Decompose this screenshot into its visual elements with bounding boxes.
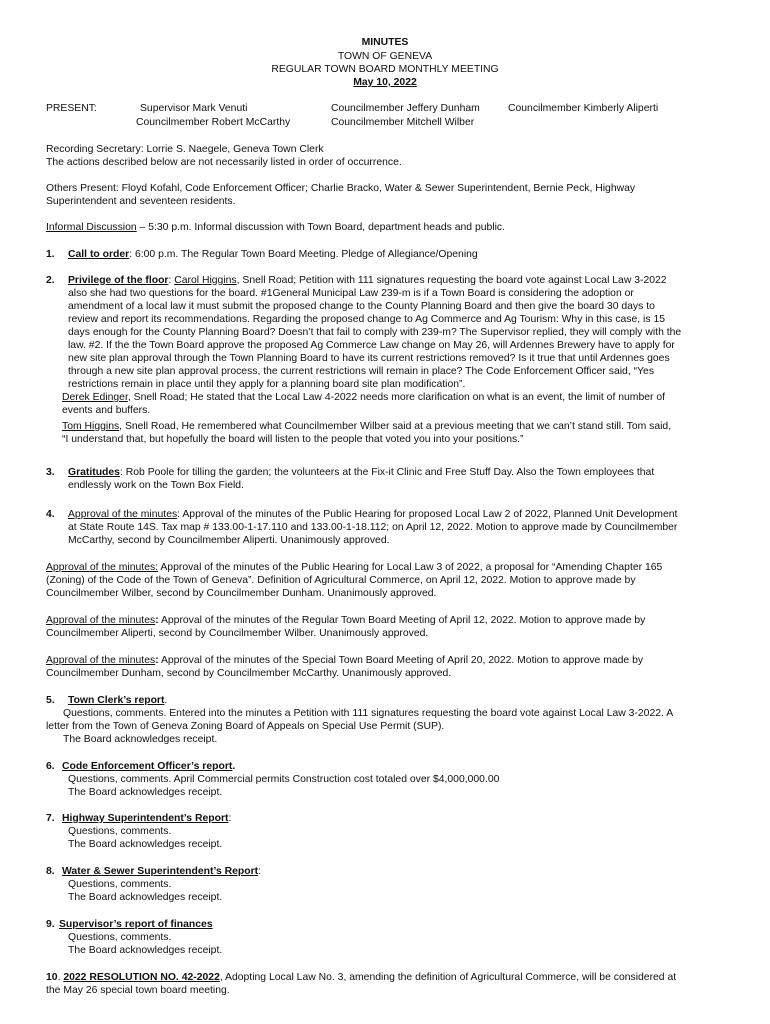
item2-label: Privilege of the floor xyxy=(68,275,169,286)
item6-text: Questions, comments. April Commercial permits Construction cost totaled over $4,000,000.00 xyxy=(68,774,500,785)
informal-text: – 5:30 p.m. Informal discussion with Town Board, department heads and public. xyxy=(136,222,505,233)
item4-text-cont: McCarthy, second by Councilmember Aliperti. Unanimously approved. xyxy=(68,535,390,546)
item3-label: Gratitudes xyxy=(68,467,120,478)
item4-text: : Approval of the minutes of the Public Hearing for proposed Local Law 2 of 2022, Planned Unit Development xyxy=(177,509,678,520)
item6-number: 6. xyxy=(46,761,55,772)
item3-number: 3. xyxy=(46,467,55,478)
present-dunham: Councilmember Jeffery Dunham xyxy=(331,103,480,114)
item5-text: Questions, comments. Entered into the minutes a Petition with 111 signatures requesting the board vote against Local Law 3-2022. A xyxy=(63,708,674,719)
meeting-date: May 10, 2022 xyxy=(353,77,417,88)
item9-number: 9. xyxy=(46,919,55,930)
item3-text: : Rob Poole for tilling the garden; the volunteers at the Fix-it Clinic and Free Stuff Day. Also the Town employees that xyxy=(119,467,655,478)
others-present-cont: Superintendent and seventeen residents. xyxy=(46,196,236,207)
tom-text-cont: “I understand that, but hopefully the board will listen to the people that voted you into your positions.” xyxy=(62,434,524,445)
present-label: PRESENT: xyxy=(46,103,97,114)
item5-label: Town Clerk’s report xyxy=(68,695,165,706)
derek-text: , Snell Road; He stated that the Local Law 4-2022 needs more clarification on what is an event, the limit of number of xyxy=(127,392,666,403)
others-present: Others Present: Floyd Kofahl, Code Enforcement Officer; Charlie Bracko, Water & Sewer Superintendent, Bernie Peck, Highway xyxy=(46,183,636,194)
item3-gratitudes xyxy=(68,466,654,479)
speaker-tom-higgins: Tom Higgins xyxy=(62,421,120,432)
present-aliperti: Councilmember Kimberly Aliperti xyxy=(508,103,659,114)
approval4-colon: : xyxy=(155,655,159,666)
meeting-type: REGULAR TOWN BOARD MONTHLY MEETING xyxy=(271,64,499,75)
item8-number: 8. xyxy=(46,866,55,877)
item2-line: through a new site plan approval process, the current restrictions will remain in place? The Code Enforcement Officer said, “Yes xyxy=(68,366,655,377)
item6-label: Code Enforcement Officer’s report xyxy=(62,761,233,772)
item7-number: 7. xyxy=(46,813,55,824)
approval-local-law-3 xyxy=(46,561,662,574)
item9-label: Supervisor’s report of finances xyxy=(59,919,213,930)
item5-town-clerk xyxy=(68,694,167,707)
item6-code-enforcement xyxy=(62,760,235,773)
approval4-label: Approval of the minutes xyxy=(46,655,156,666)
item10-resolution xyxy=(46,971,676,984)
item4-approval xyxy=(68,508,677,521)
item10-label: 2022 RESOLUTION NO. 42-2022 xyxy=(63,972,220,983)
item6-end: . xyxy=(232,761,236,772)
item10-number: 10 xyxy=(46,972,58,983)
item2-line: law. #2. If the the Town Board approve the proposed Ag Commerce Law change on May 26, will Ardennes Brewery have to apply for xyxy=(68,340,675,351)
item2-first-line: , Snell Road; Petition with 111 signatures requesting the board vote against Local Law 3-2022 xyxy=(236,275,667,286)
approval-regular-meeting xyxy=(46,614,645,627)
item3-text-cont: endlessly work on the Town Box Field. xyxy=(68,480,244,491)
item8-water-sewer xyxy=(62,865,261,878)
item7-label: Highway Superintendent’s Report xyxy=(62,813,229,824)
approval2-label: Approval of the minutes: xyxy=(46,562,159,573)
item1-text: : 6:00 p.m. The Regular Town Board Meeting. Pledge of Allegiance/Opening xyxy=(129,249,478,260)
item8-receipt: The Board acknowledges receipt. xyxy=(68,892,223,903)
item7-text: Questions, comments. xyxy=(68,826,172,837)
item8-label: Water & Sewer Superintendent’s Report xyxy=(62,866,259,877)
approval3-text: Approval of the minutes of the Regular Town Board Meeting of April 12, 2022. Motion to approve made by xyxy=(158,615,646,626)
item7-end: : xyxy=(228,813,232,824)
approval3-cont: Councilmember Aliperti, second by Councilmember Wilber. Unanimously approved. xyxy=(46,628,429,639)
item5-text-cont: letter from the Town of Geneva Zoning Board of Appeals on Special Use Permit (SUP). xyxy=(46,721,445,732)
item4-text-cont: at State Route 14S. Tax map # 133.00-1-17.110 and 133.00-1-18.112; on April 12, 2022. Motion to approve made by Councilmember xyxy=(68,522,678,533)
tom-text: , Snell Road, He remembered what Councilmember Wilber said at a previous meeting that we can’t stand still. Tom said, xyxy=(119,421,672,432)
approval2-cont: (Zoning) of the Code of the Town of Geneva”. Definition of Agricultural Commerce, on April 12, 2022. Motion to approve made by xyxy=(46,575,636,586)
item9-receipt: The Board acknowledges receipt. xyxy=(68,945,223,956)
approval2-cont: Councilmember Wilber, second by Councilmember Dunham. Unanimously approved. xyxy=(46,588,437,599)
informal-label: Informal Discussion xyxy=(46,222,137,233)
present-mccarthy: Councilmember Robert McCarthy xyxy=(136,117,291,128)
item4-label: Approval of the minutes xyxy=(68,509,178,520)
item2-number: 2. xyxy=(46,275,55,286)
item2-line: days enough for the County Planning Board? Doesn’t that fail to comply with 239-m? The Supervisor replied, they will comply with the xyxy=(68,327,682,338)
speaker-carol-higgins: Carol Higgins xyxy=(174,275,237,286)
item5-end: . xyxy=(164,695,168,706)
item2-line: new site plan approval through the Town Planning Board to have its current restrictions removed? Is it true that until Ardennes goes xyxy=(68,353,670,364)
item10-text-cont: the May 26 special town board meeting. xyxy=(46,985,230,996)
approval2-text: Approval of the minutes of the Public Hearing for Local Law 3 of 2022, a proposal for “Amending Chapter 165 xyxy=(158,562,663,573)
present-wilber: Councilmember Mitchell Wilber xyxy=(331,117,475,128)
item1-number: 1. xyxy=(46,249,55,260)
order-note: The actions described below are not necessarily listed in order of occurrence. xyxy=(46,157,402,168)
item2-line: restrictions remain in place until they apply for a planning board site plan modification”. xyxy=(68,379,466,390)
minutes-title: MINUTES xyxy=(361,37,409,48)
approval4-cont: Councilmember Dunham, second by Councilmember McCarthy. Unanimously approved. xyxy=(46,668,452,679)
tom-higgins-comment xyxy=(62,420,671,433)
approval4-text: Approval of the minutes of the Special Town Board Meeting of April 20, 2022. Motion to approve made by xyxy=(158,655,644,666)
item2-line: review and report its recommendations. Regarding the proposed change to Ag Commerce and Ag Tourism: Why in this case, is 15 xyxy=(68,314,665,325)
derek-edinger-comment xyxy=(62,391,665,404)
item8-end: : xyxy=(258,866,261,877)
item2-line: amendment of a local law it must submit the proposed change to the County Planning Board and then give the board 30 days to xyxy=(68,301,655,312)
item2-sep: : xyxy=(168,275,175,286)
item7-receipt: The Board acknowledges receipt. xyxy=(68,839,223,850)
informal-discussion xyxy=(46,221,505,234)
item4-number: 4. xyxy=(46,509,55,520)
item9-text: Questions, comments. xyxy=(68,932,172,943)
town-name: TOWN OF GENEVA xyxy=(337,51,433,62)
approval3-label: Approval of the minutes xyxy=(46,615,156,626)
item10-text: , Adopting Local Law No. 3, amending the definition of Agricultural Commerce, will be considered at xyxy=(219,972,677,983)
item5-number: 5. xyxy=(46,695,55,706)
approval3-colon: : xyxy=(155,615,159,626)
item10-dot: . xyxy=(57,972,61,983)
item5-receipt: The Board acknowledges receipt. xyxy=(63,734,218,745)
item1-call-to-order xyxy=(68,248,478,261)
item6-receipt: The Board acknowledges receipt. xyxy=(68,787,223,798)
item2-privilege-floor xyxy=(68,274,667,287)
recording-secretary: Recording Secretary: Lorrie S. Naegele, Geneva Town Clerk xyxy=(46,144,324,155)
item2-line: also she had two questions for the board. #1General Municipal Law 239-m is if a Town Board is considering the adoption or xyxy=(68,288,634,299)
approval-special-meeting xyxy=(46,654,643,667)
derek-text-cont: events and buffers. xyxy=(62,405,151,416)
item7-highway xyxy=(62,812,231,825)
item1-label: Call to order xyxy=(68,249,130,260)
present-supervisor: Supervisor Mark Venuti xyxy=(140,103,248,114)
speaker-derek-edinger: Derek Edinger xyxy=(62,392,128,403)
item8-text: Questions, comments. xyxy=(68,879,172,890)
